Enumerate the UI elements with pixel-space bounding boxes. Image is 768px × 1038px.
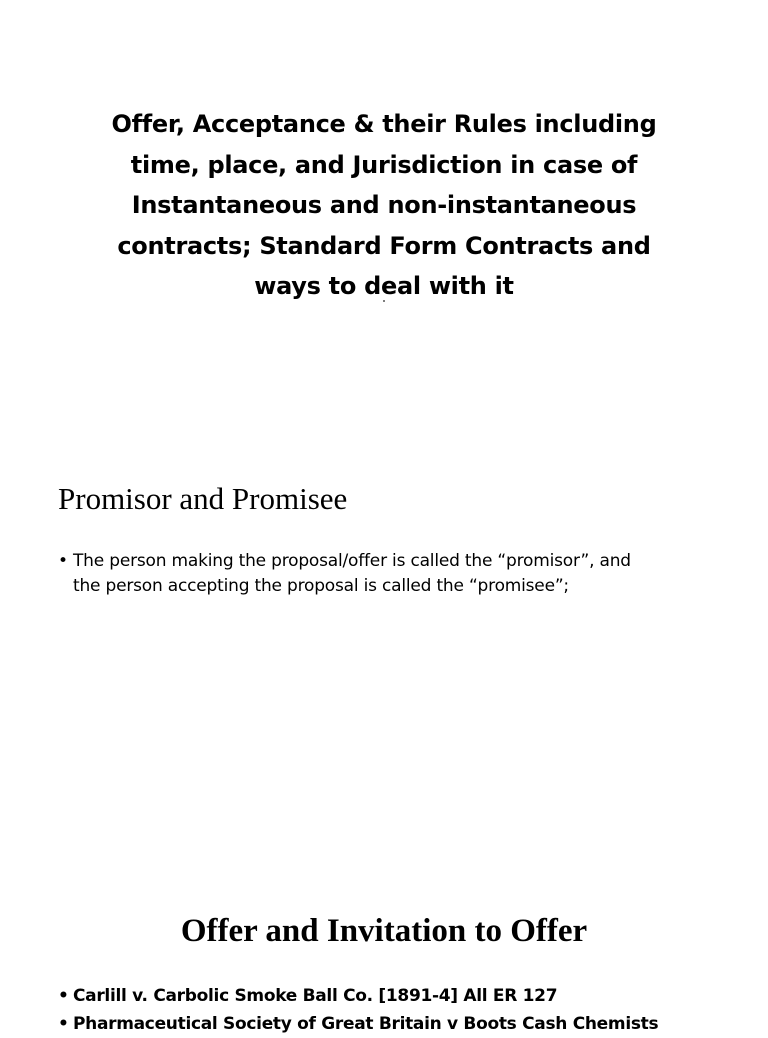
bullet-line: The person making the proposal/offer is called the “promisor”, and — [73, 551, 631, 571]
title-line: ways to deal with it — [254, 272, 514, 300]
slide-1-title — [84, 104, 684, 307]
title-line: contracts; Standard Form Contracts and — [117, 231, 651, 260]
title-line: Offer, Acceptance & their Rules including — [111, 110, 657, 138]
bullet-icon: • — [58, 986, 69, 1006]
bullet-text: Carlill v. Carbolic Smoke Ball Co. [1891-4] All ER 127 — [73, 986, 558, 1006]
stray-dot — [383, 300, 385, 302]
slide-2-bullet-list — [58, 549, 718, 598]
bullet-text: Pharmaceutical Society of Great Britain v Boots Cash Chemists — [73, 1014, 659, 1034]
slide-3 — [0, 768, 768, 1034]
bullet-icon: • — [58, 551, 68, 571]
slide-2-title: Promisor and Promisee — [58, 481, 348, 516]
slide-2 — [0, 384, 768, 768]
title-line: time, place, and Jurisdiction in case of — [130, 150, 638, 179]
bullet-item — [58, 1010, 758, 1038]
bullet-icon: • — [58, 1014, 69, 1034]
slide-3-title: Offer and Invitation to Offer — [180, 913, 588, 949]
bullet-item — [58, 982, 758, 1010]
bullet-item — [58, 549, 718, 598]
slide-1 — [0, 0, 768, 384]
title-line: Instantaneous and non-instantaneous — [131, 191, 637, 219]
slide-3-bullet-list — [58, 982, 758, 1038]
bullet-line: the person accepting the proposal is called the “promisee”; — [73, 575, 569, 596]
